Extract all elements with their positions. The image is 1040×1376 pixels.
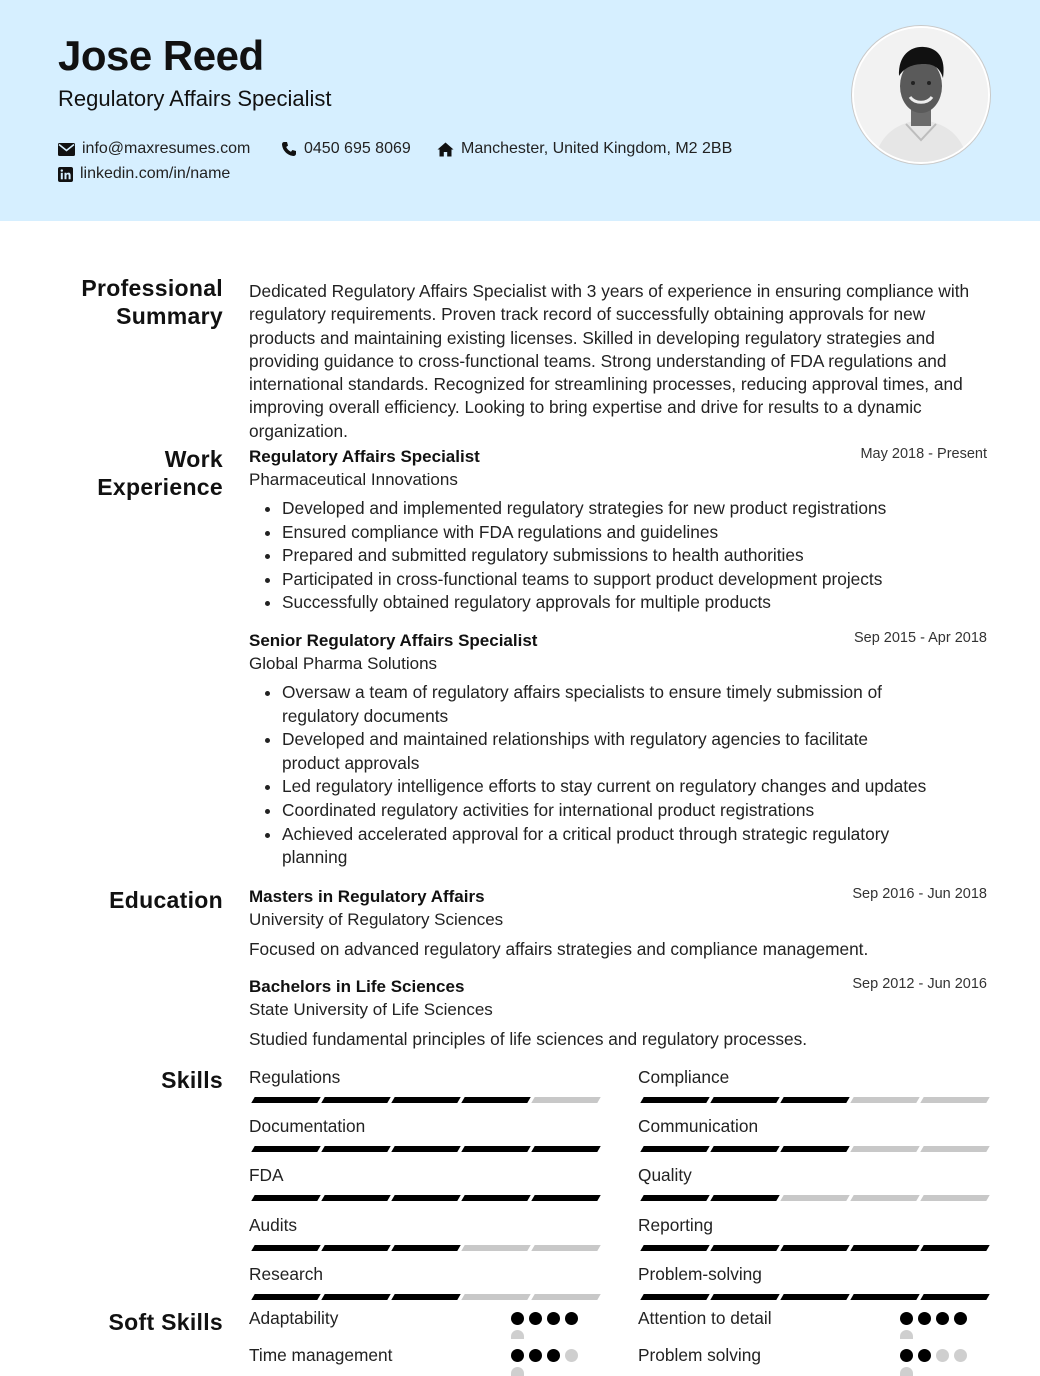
degree-name: Bachelors in Life Sciences bbox=[249, 977, 465, 996]
location-text: Manchester, United Kingdom, M2 2BB bbox=[461, 140, 733, 157]
skill-bar-segment-filled bbox=[461, 1097, 530, 1103]
skill-name: Problem-solving bbox=[638, 1264, 762, 1284]
rating-dot-filled bbox=[918, 1312, 931, 1325]
job-role: Regulatory Affairs Specialist bbox=[249, 447, 480, 466]
rating-dot-filled bbox=[529, 1312, 542, 1325]
skill-item bbox=[638, 1067, 986, 1088]
skill-bar-segment-filled bbox=[391, 1195, 460, 1201]
skill-item bbox=[249, 1067, 597, 1088]
school-name: University of Regulatory Sciences bbox=[249, 910, 504, 929]
job-bullet: • Developed and implemented regulatory strategies for new product registrations bbox=[282, 497, 987, 521]
rating-dot-empty bbox=[900, 1330, 913, 1339]
rating-dot-filled bbox=[918, 1349, 931, 1362]
skill-name: FDA bbox=[249, 1165, 284, 1185]
section-title-soft-skills bbox=[109, 1308, 224, 1336]
contact-phone[interactable] bbox=[281, 140, 411, 158]
section-title-experience bbox=[83, 445, 223, 501]
degree-description: Studied fundamental principles of life sciences and regulatory processes. bbox=[249, 1029, 808, 1049]
skill-bar-segment-filled bbox=[321, 1294, 390, 1300]
soft-skill-name: Time management bbox=[249, 1345, 393, 1365]
education-item bbox=[249, 886, 987, 961]
summary-block bbox=[249, 280, 987, 443]
rating-dot-filled bbox=[547, 1312, 560, 1325]
skill-name: Audits bbox=[249, 1215, 298, 1235]
rating-dot-empty bbox=[936, 1349, 949, 1362]
skill-name: Regulations bbox=[249, 1067, 341, 1087]
skill-bar-segment-filled bbox=[251, 1195, 320, 1201]
job-bullet: • Oversaw a team of regulatory affairs specialists to ensure timely submission of regulatory documents bbox=[282, 681, 927, 728]
skill-bar-segment-empty bbox=[780, 1195, 849, 1201]
skill-item bbox=[638, 1264, 986, 1285]
section-title-skills bbox=[161, 1066, 223, 1094]
rating-dot-empty bbox=[954, 1349, 967, 1362]
skill-bar-segment-filled bbox=[710, 1146, 779, 1152]
experience-title-text: Work Experience bbox=[97, 446, 223, 500]
contact-linkedin[interactable] bbox=[58, 165, 230, 183]
school-name: State University of Life Sciences bbox=[249, 1000, 493, 1019]
skill-bar-segment-filled bbox=[531, 1195, 600, 1201]
skill-bar-segment-empty bbox=[531, 1245, 600, 1251]
job-dates: Sep 2015 - Apr 2018 bbox=[853, 630, 987, 646]
portrait-illustration bbox=[854, 28, 988, 162]
experience-item bbox=[249, 630, 987, 870]
skill-bar-segment-empty bbox=[850, 1097, 919, 1103]
job-bullet: • Coordinated regulatory activities for international product registrations bbox=[282, 799, 927, 823]
skill-bar-segment-filled bbox=[461, 1195, 530, 1201]
section-title-summary bbox=[63, 274, 223, 330]
skill-bar-segment-filled bbox=[251, 1146, 320, 1152]
skill-name: Quality bbox=[638, 1165, 692, 1185]
contact-location bbox=[437, 140, 732, 158]
skill-bar-segment-filled bbox=[391, 1146, 460, 1152]
skill-bar-segment-filled bbox=[321, 1195, 390, 1201]
skill-bar-segment-filled bbox=[780, 1294, 849, 1300]
rating-dot-filled bbox=[900, 1349, 913, 1362]
skill-item bbox=[638, 1116, 986, 1137]
candidate-title: Regulatory Affairs Specialist bbox=[58, 86, 332, 111]
rating-dot-filled bbox=[565, 1312, 578, 1325]
skill-bar-segment-filled bbox=[321, 1097, 390, 1103]
soft-skill-name: Adaptability bbox=[249, 1308, 339, 1328]
skill-name: Documentation bbox=[249, 1116, 366, 1136]
skill-level-bar bbox=[638, 1146, 988, 1153]
degree-name: Masters in Regulatory Affairs bbox=[249, 887, 485, 906]
skill-bar-segment-empty bbox=[920, 1097, 989, 1103]
skill-bar-segment-empty bbox=[531, 1294, 600, 1300]
job-bullet: • Ensured compliance with FDA regulations and guidelines bbox=[282, 521, 987, 545]
skill-bar-segment-filled bbox=[780, 1146, 849, 1152]
profile-photo bbox=[852, 26, 990, 164]
education-title-text: Education bbox=[109, 887, 223, 913]
skill-bar-segment-filled bbox=[321, 1245, 390, 1251]
summary-title-text: Professional Summary bbox=[81, 275, 223, 329]
section-title-education bbox=[109, 886, 223, 914]
skill-bar-segment-filled bbox=[640, 1294, 709, 1300]
skill-bar-segment-empty bbox=[461, 1245, 530, 1251]
skill-bar-segment-filled bbox=[251, 1245, 320, 1251]
skill-bar-segment-filled bbox=[640, 1097, 709, 1103]
skill-bar-segment-filled bbox=[780, 1097, 849, 1103]
skill-level-bar bbox=[249, 1097, 599, 1104]
degree-dates: Sep 2012 - Jun 2016 bbox=[852, 976, 987, 992]
skill-bar-segment-filled bbox=[710, 1245, 779, 1251]
job-bullets bbox=[249, 681, 987, 870]
skill-bar-segment-filled bbox=[391, 1245, 460, 1251]
summary-text: Dedicated Regulatory Affairs Specialist with 3 years of experience in ensuring compliance with regulatory requirements. Proven track record of successfully obtaining approvals for new products and maintaining existing licenses. Skilled in developing regulatory strategies and providing guidance to cross-functional teams. Strong understanding of FDA regulations and international standards. Recognized for streamlining processes, reducing approval times, and improving overall efficiency. Looking to bring expertise and drive for results to a dynamic organization. bbox=[249, 281, 970, 441]
home-icon bbox=[437, 142, 454, 157]
skill-item bbox=[249, 1264, 597, 1285]
skill-name: Research bbox=[249, 1264, 323, 1284]
skill-bar-segment-empty bbox=[461, 1294, 530, 1300]
email-text: info@maxresumes.com bbox=[82, 140, 251, 157]
rating-dot-filled bbox=[547, 1349, 560, 1362]
skill-bar-segment-filled bbox=[461, 1146, 530, 1152]
skill-level-bar bbox=[249, 1195, 599, 1202]
rating-dot-filled bbox=[900, 1312, 913, 1325]
skill-level-bar bbox=[249, 1146, 599, 1153]
skill-bar-segment-filled bbox=[321, 1146, 390, 1152]
linkedin-text: linkedin.com/in/name bbox=[80, 165, 231, 182]
skill-bar-segment-filled bbox=[710, 1097, 779, 1103]
education-item bbox=[249, 976, 987, 1051]
skill-bar-segment-filled bbox=[780, 1245, 849, 1251]
skill-level-bar bbox=[638, 1195, 988, 1202]
skill-item bbox=[249, 1215, 597, 1236]
skill-item bbox=[638, 1165, 986, 1186]
skill-name: Compliance bbox=[638, 1067, 730, 1087]
soft-skill-name: Attention to detail bbox=[638, 1308, 772, 1328]
candidate-name: Jose Reed bbox=[58, 32, 264, 79]
skill-bar-segment-empty bbox=[920, 1146, 989, 1152]
rating-dot-filled bbox=[511, 1312, 524, 1325]
skill-bar-segment-filled bbox=[640, 1245, 709, 1251]
rating-dot-filled bbox=[529, 1349, 542, 1362]
skill-name: Communication bbox=[638, 1116, 759, 1136]
soft-skills-title-text: Soft Skills bbox=[108, 1309, 223, 1335]
resume-header bbox=[0, 0, 1040, 221]
job-bullet: • Led regulatory intelligence efforts to stay current on regulatory changes and updates bbox=[282, 775, 927, 799]
skill-bar-segment-filled bbox=[251, 1294, 320, 1300]
skill-level-bar bbox=[249, 1294, 599, 1301]
job-company: Global Pharma Solutions bbox=[249, 654, 438, 673]
rating-dot-filled bbox=[511, 1349, 524, 1362]
skill-item bbox=[638, 1215, 986, 1236]
skill-bar-segment-filled bbox=[251, 1097, 320, 1103]
degree-dates: Sep 2016 - Jun 2018 bbox=[852, 886, 987, 902]
skill-bar-segment-empty bbox=[850, 1146, 919, 1152]
job-dates: May 2018 - Present bbox=[860, 446, 987, 462]
skill-name: Reporting bbox=[638, 1215, 713, 1235]
contact-email[interactable] bbox=[58, 140, 250, 158]
skill-bar-segment-filled bbox=[850, 1245, 919, 1251]
skill-bar-segment-filled bbox=[391, 1097, 460, 1103]
skill-bar-segment-empty bbox=[920, 1195, 989, 1201]
skill-bar-segment-filled bbox=[920, 1245, 989, 1251]
phone-icon bbox=[281, 141, 297, 157]
skill-bar-segment-empty bbox=[850, 1195, 919, 1201]
skill-item bbox=[249, 1165, 597, 1186]
linkedin-icon bbox=[58, 167, 73, 182]
skill-bar-segment-filled bbox=[640, 1195, 709, 1201]
rating-dot-empty bbox=[511, 1330, 524, 1339]
job-bullet: • Prepared and submitted regulatory submissions to health authorities bbox=[282, 544, 987, 568]
skill-bar-segment-filled bbox=[920, 1294, 989, 1300]
rating-dot-empty bbox=[565, 1349, 578, 1362]
rating-dot-filled bbox=[954, 1312, 967, 1325]
phone-text: 0450 695 8069 bbox=[304, 140, 411, 157]
job-bullet: • Participated in cross-functional teams to support product development projects bbox=[282, 568, 987, 592]
job-bullet: • Developed and maintained relationships with regulatory agencies to facilitate product approvals bbox=[282, 728, 927, 775]
job-role: Senior Regulatory Affairs Specialist bbox=[249, 631, 538, 650]
skill-bar-segment-filled bbox=[391, 1294, 460, 1300]
skill-item bbox=[249, 1116, 597, 1137]
skill-bar-segment-filled bbox=[710, 1294, 779, 1300]
skill-level-bar bbox=[249, 1245, 599, 1252]
skills-title-text: Skills bbox=[161, 1067, 223, 1093]
experience-item bbox=[249, 446, 987, 615]
envelope-icon bbox=[58, 143, 75, 156]
skill-level-bar bbox=[638, 1097, 988, 1104]
degree-description: Focused on advanced regulatory affairs strategies and compliance management. bbox=[249, 939, 869, 959]
skill-bar-segment-filled bbox=[640, 1146, 709, 1152]
skill-bar-segment-empty bbox=[531, 1097, 600, 1103]
skill-level-bar bbox=[638, 1245, 988, 1252]
skill-bar-segment-filled bbox=[531, 1146, 600, 1152]
skill-bar-segment-filled bbox=[710, 1195, 779, 1201]
skill-bar-segment-filled bbox=[850, 1294, 919, 1300]
soft-skill-name: Problem solving bbox=[638, 1345, 761, 1365]
rating-dot-filled bbox=[936, 1312, 949, 1325]
job-bullet: • Achieved accelerated approval for a critical product through strategic regulatory planning bbox=[282, 823, 927, 870]
job-bullets bbox=[249, 497, 987, 615]
job-bullet: • Successfully obtained regulatory approvals for multiple products bbox=[282, 591, 987, 615]
skill-level-bar bbox=[638, 1294, 988, 1301]
job-company: Pharmaceutical Innovations bbox=[249, 470, 458, 489]
